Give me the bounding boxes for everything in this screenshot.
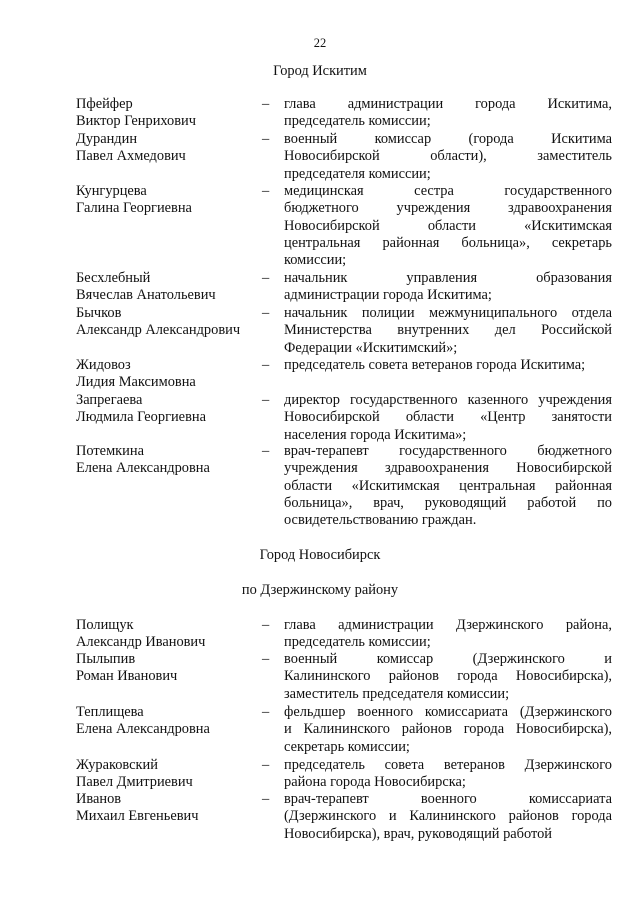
role-line: военный комиссар (города Искитима bbox=[284, 131, 612, 147]
member-name bbox=[76, 443, 256, 478]
role-line: председателя комиссии; bbox=[284, 165, 431, 182]
role-line: освидетельствованию граждан. bbox=[284, 512, 477, 529]
member-name bbox=[76, 357, 256, 392]
member-given-names: Павел Ахмедович bbox=[76, 148, 186, 165]
dash-separator: – bbox=[262, 96, 270, 112]
member-given-names: Вячеслав Анатольевич bbox=[76, 287, 216, 304]
member-surname: Запрегаева bbox=[76, 392, 143, 408]
dash-separator: – bbox=[262, 183, 270, 199]
role-line: Новосибирской области «Центр занятости bbox=[284, 409, 612, 426]
member-name bbox=[76, 183, 256, 218]
member-surname: Жидовоз bbox=[76, 357, 131, 373]
role-line: области «Искитимская центральная районная bbox=[284, 477, 612, 494]
member-surname: Бесхлебный bbox=[76, 270, 151, 286]
role-line: медицинская сестра государственного bbox=[284, 183, 612, 199]
dash-separator: – bbox=[262, 392, 270, 408]
role-line: Новосибирской области «Искитимская bbox=[284, 217, 612, 234]
page-number: 22 bbox=[313, 36, 327, 50]
member-role bbox=[284, 704, 612, 756]
member-given-names: Лидия Максимовна bbox=[76, 374, 196, 391]
member-given-names: Александр Иванович bbox=[76, 634, 206, 651]
member-surname: Бычков bbox=[76, 305, 122, 321]
role-line: бюджетного учреждения здравоохранения bbox=[284, 200, 612, 217]
role-line: председатель комиссии; bbox=[284, 634, 431, 651]
role-line: врач-терапевт государственного бюджетного bbox=[284, 443, 612, 459]
member-name bbox=[76, 270, 256, 305]
member-name bbox=[76, 392, 256, 427]
member-surname: Полищук bbox=[76, 617, 134, 633]
member-surname: Жураковский bbox=[76, 757, 158, 773]
role-line: начальник управления образования bbox=[284, 270, 612, 286]
role-line: секретарь комиссии; bbox=[284, 738, 410, 755]
member-role bbox=[284, 96, 612, 131]
role-line: (Дзержинского и Калининского районов города bbox=[284, 808, 612, 825]
member-role bbox=[284, 392, 612, 444]
member-surname: Потемкина bbox=[76, 443, 144, 459]
role-line: района города Новосибирска; bbox=[284, 774, 466, 791]
member-name bbox=[76, 651, 256, 686]
member-given-names: Елена Александровна bbox=[76, 460, 210, 477]
member-role bbox=[284, 270, 612, 305]
role-line: глава администрации Дзержинского района, bbox=[284, 617, 612, 633]
role-line: военный комиссар (Дзержинского и bbox=[284, 651, 612, 667]
member-name bbox=[76, 96, 256, 131]
member-surname: Кунгурцева bbox=[76, 183, 147, 199]
section-subtitle-dzerzhinsky: по Дзержинскому району bbox=[241, 582, 399, 598]
member-surname: Иванов bbox=[76, 791, 122, 807]
member-role bbox=[284, 791, 612, 843]
dash-separator: – bbox=[262, 791, 270, 807]
member-name bbox=[76, 131, 256, 166]
member-given-names: Людмила Георгиевна bbox=[76, 409, 206, 426]
member-given-names: Елена Александровна bbox=[76, 721, 210, 738]
member-role bbox=[284, 443, 612, 529]
member-surname: Дурандин bbox=[76, 131, 138, 147]
dash-separator: – bbox=[262, 443, 270, 459]
role-line: и Калининского районов города Новосибирска), bbox=[284, 721, 612, 738]
role-line: Новосибирска), врач, руководящий работой bbox=[284, 825, 552, 842]
member-name bbox=[76, 791, 256, 826]
dash-separator: – bbox=[262, 651, 270, 667]
role-line: учреждения здравоохранения Новосибирской bbox=[284, 460, 612, 477]
dash-separator: – bbox=[262, 757, 270, 773]
role-line: председатель совета ветеранов Дзержинского bbox=[284, 757, 612, 773]
member-given-names: Галина Георгиевна bbox=[76, 200, 192, 217]
member-role bbox=[284, 757, 612, 792]
role-line: Новосибирской области), заместитель bbox=[284, 148, 612, 165]
member-role bbox=[284, 617, 612, 652]
member-given-names: Виктор Генрихович bbox=[76, 113, 196, 130]
role-line: больница», врач, руководящий работой по bbox=[284, 494, 612, 511]
role-line: Калининского районов города Новосибирска), bbox=[284, 668, 612, 685]
member-given-names: Роман Иванович bbox=[76, 668, 178, 685]
member-given-names: Михаил Евгеньевич bbox=[76, 808, 199, 825]
member-name bbox=[76, 757, 256, 792]
role-line: директор государственного казенного учреждения bbox=[284, 392, 612, 408]
role-line: заместитель председателя комиссии; bbox=[284, 685, 510, 702]
member-role bbox=[284, 183, 612, 269]
member-role bbox=[284, 651, 612, 703]
member-name bbox=[76, 617, 256, 652]
member-given-names: Александр Александрович bbox=[76, 322, 241, 339]
dash-separator: – bbox=[262, 131, 270, 147]
dash-separator: – bbox=[262, 305, 270, 321]
role-line: Федерации «Искитимский»; bbox=[284, 339, 458, 356]
role-line: комиссии; bbox=[284, 252, 347, 269]
member-surname: Пылыпив bbox=[76, 651, 136, 667]
member-role bbox=[284, 305, 612, 357]
role-line: фельдшер военного комиссариата (Дзержинского bbox=[284, 704, 612, 720]
dash-separator: – bbox=[262, 357, 270, 373]
role-line: начальник полиции межмуниципального отдела bbox=[284, 305, 612, 321]
member-role bbox=[284, 357, 612, 374]
member-name bbox=[76, 704, 256, 739]
role-line: администрации города Искитима; bbox=[284, 287, 492, 304]
section-title-iskitim: Город Искитим bbox=[273, 63, 367, 79]
role-line: Министерства внутренних дел Российской bbox=[284, 322, 612, 339]
member-surname: Пфейфер bbox=[76, 96, 133, 112]
member-given-names: Павел Дмитриевич bbox=[76, 774, 193, 791]
member-name bbox=[76, 305, 256, 340]
dash-separator: – bbox=[262, 704, 270, 720]
member-surname: Теплищева bbox=[76, 704, 144, 720]
role-line: председатель комиссии; bbox=[284, 113, 431, 130]
role-line: председатель совета ветеранов города Искитима; bbox=[284, 357, 586, 373]
section-title-novosibirsk: Город Новосибирск bbox=[259, 547, 381, 563]
role-line: центральная районная больница», секретарь bbox=[284, 234, 612, 251]
role-line: глава администрации города Искитима, bbox=[284, 96, 612, 112]
dash-separator: – bbox=[262, 270, 270, 286]
role-line: врач-терапевт военного комиссариата bbox=[284, 791, 612, 807]
role-line: населения города Искитима»; bbox=[284, 426, 467, 443]
member-role bbox=[284, 131, 612, 183]
dash-separator: – bbox=[262, 617, 270, 633]
